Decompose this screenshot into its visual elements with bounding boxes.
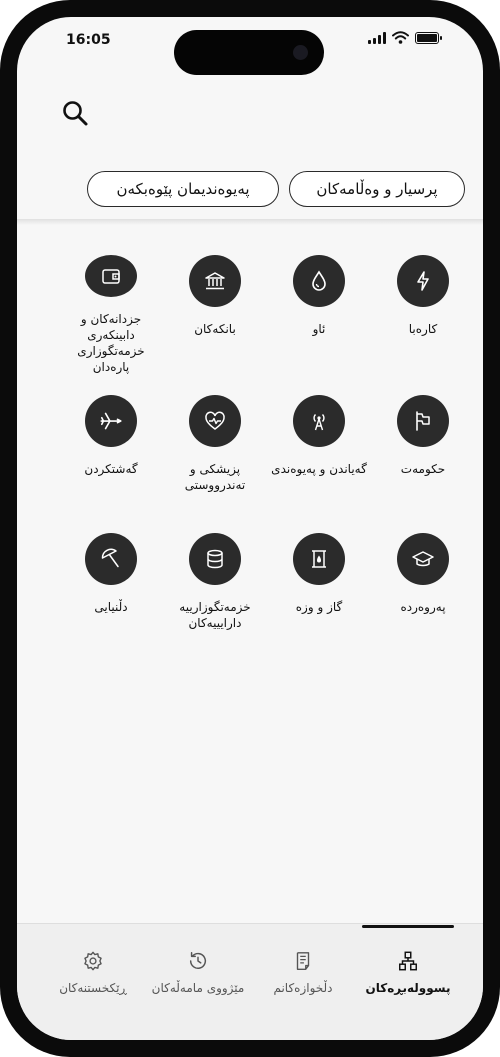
service-wallets[interactable] xyxy=(59,255,163,375)
antenna-icon xyxy=(293,395,345,447)
quick-chips xyxy=(77,171,465,209)
service-gas-energy[interactable] xyxy=(267,533,371,653)
wallet-icon xyxy=(85,255,137,297)
nav-label: پسوولەبڕەکان xyxy=(365,981,451,995)
service-label: جزدانەکان و دابینکەری خزمەتگوزاری پارەدان xyxy=(77,312,145,374)
nav-label: مێژووی مامەڵەکان xyxy=(151,981,245,995)
service-telecom[interactable] xyxy=(267,395,371,515)
service-government[interactable] xyxy=(371,395,475,515)
signal-icon xyxy=(368,32,386,44)
service-education[interactable] xyxy=(371,533,475,653)
faq-chip[interactable]: پرسیار و وەڵامەکان xyxy=(289,171,465,207)
nav-favorites[interactable] xyxy=(253,950,353,996)
nav-label: ڕێکخستنەکان xyxy=(59,981,127,995)
service-label: کارەبا xyxy=(408,322,438,336)
service-label: خزمەتگوزارییە دارایییەکان xyxy=(179,600,251,630)
graduation-cap-icon xyxy=(397,533,449,585)
service-label: دڵنیایی xyxy=(94,600,128,614)
app-screen xyxy=(17,17,483,1040)
nav-settings[interactable] xyxy=(43,950,143,996)
service-label: حکومەت xyxy=(400,462,446,476)
status-icons xyxy=(368,31,439,44)
wifi-icon xyxy=(392,31,409,44)
flag-icon xyxy=(397,395,449,447)
gas-icon xyxy=(293,533,345,585)
search-button[interactable] xyxy=(57,95,93,131)
services-grid xyxy=(32,255,448,635)
service-travel[interactable] xyxy=(59,395,163,515)
service-label: گەیاندن و پەیوەندی xyxy=(271,462,367,476)
service-insurance[interactable] xyxy=(59,533,163,653)
service-water[interactable] xyxy=(267,255,371,375)
gear-icon xyxy=(82,950,104,972)
heart-pulse-icon xyxy=(189,395,241,447)
water-drop-icon xyxy=(293,255,345,307)
camera-icon xyxy=(293,45,308,60)
service-label: ئاو xyxy=(312,322,326,336)
active-tab-indicator xyxy=(362,925,454,928)
service-electricity[interactable] xyxy=(371,255,475,375)
service-label: گەشتکردن xyxy=(84,462,138,476)
lightning-icon xyxy=(397,255,449,307)
search-icon xyxy=(61,99,89,127)
bank-icon xyxy=(189,255,241,307)
service-health[interactable] xyxy=(163,395,267,515)
document-icon xyxy=(292,950,314,972)
umbrella-icon xyxy=(85,533,137,585)
service-label: گاز و وزە xyxy=(295,600,343,614)
header-divider xyxy=(17,219,483,225)
sitemap-icon xyxy=(397,950,419,972)
bottom-nav xyxy=(17,923,483,1040)
service-label: پزیشکی و تەندرووستی xyxy=(184,462,246,492)
service-banks[interactable] xyxy=(163,255,267,375)
dynamic-island xyxy=(174,30,324,75)
service-financial[interactable] xyxy=(163,533,267,653)
contact-us-chip[interactable]: پەیوەندیمان پێوەبکەن xyxy=(87,171,279,207)
service-label: بانکەکان xyxy=(194,322,236,336)
database-icon xyxy=(189,533,241,585)
airplane-icon xyxy=(85,395,137,447)
battery-icon xyxy=(415,32,439,44)
nav-bills[interactable] xyxy=(358,950,458,996)
service-label: پەروەردە xyxy=(400,600,446,614)
nav-history[interactable] xyxy=(148,950,248,996)
status-time: 16:05 xyxy=(66,32,111,48)
nav-label: دڵخوازەکانم xyxy=(273,981,333,995)
history-icon xyxy=(187,950,209,972)
